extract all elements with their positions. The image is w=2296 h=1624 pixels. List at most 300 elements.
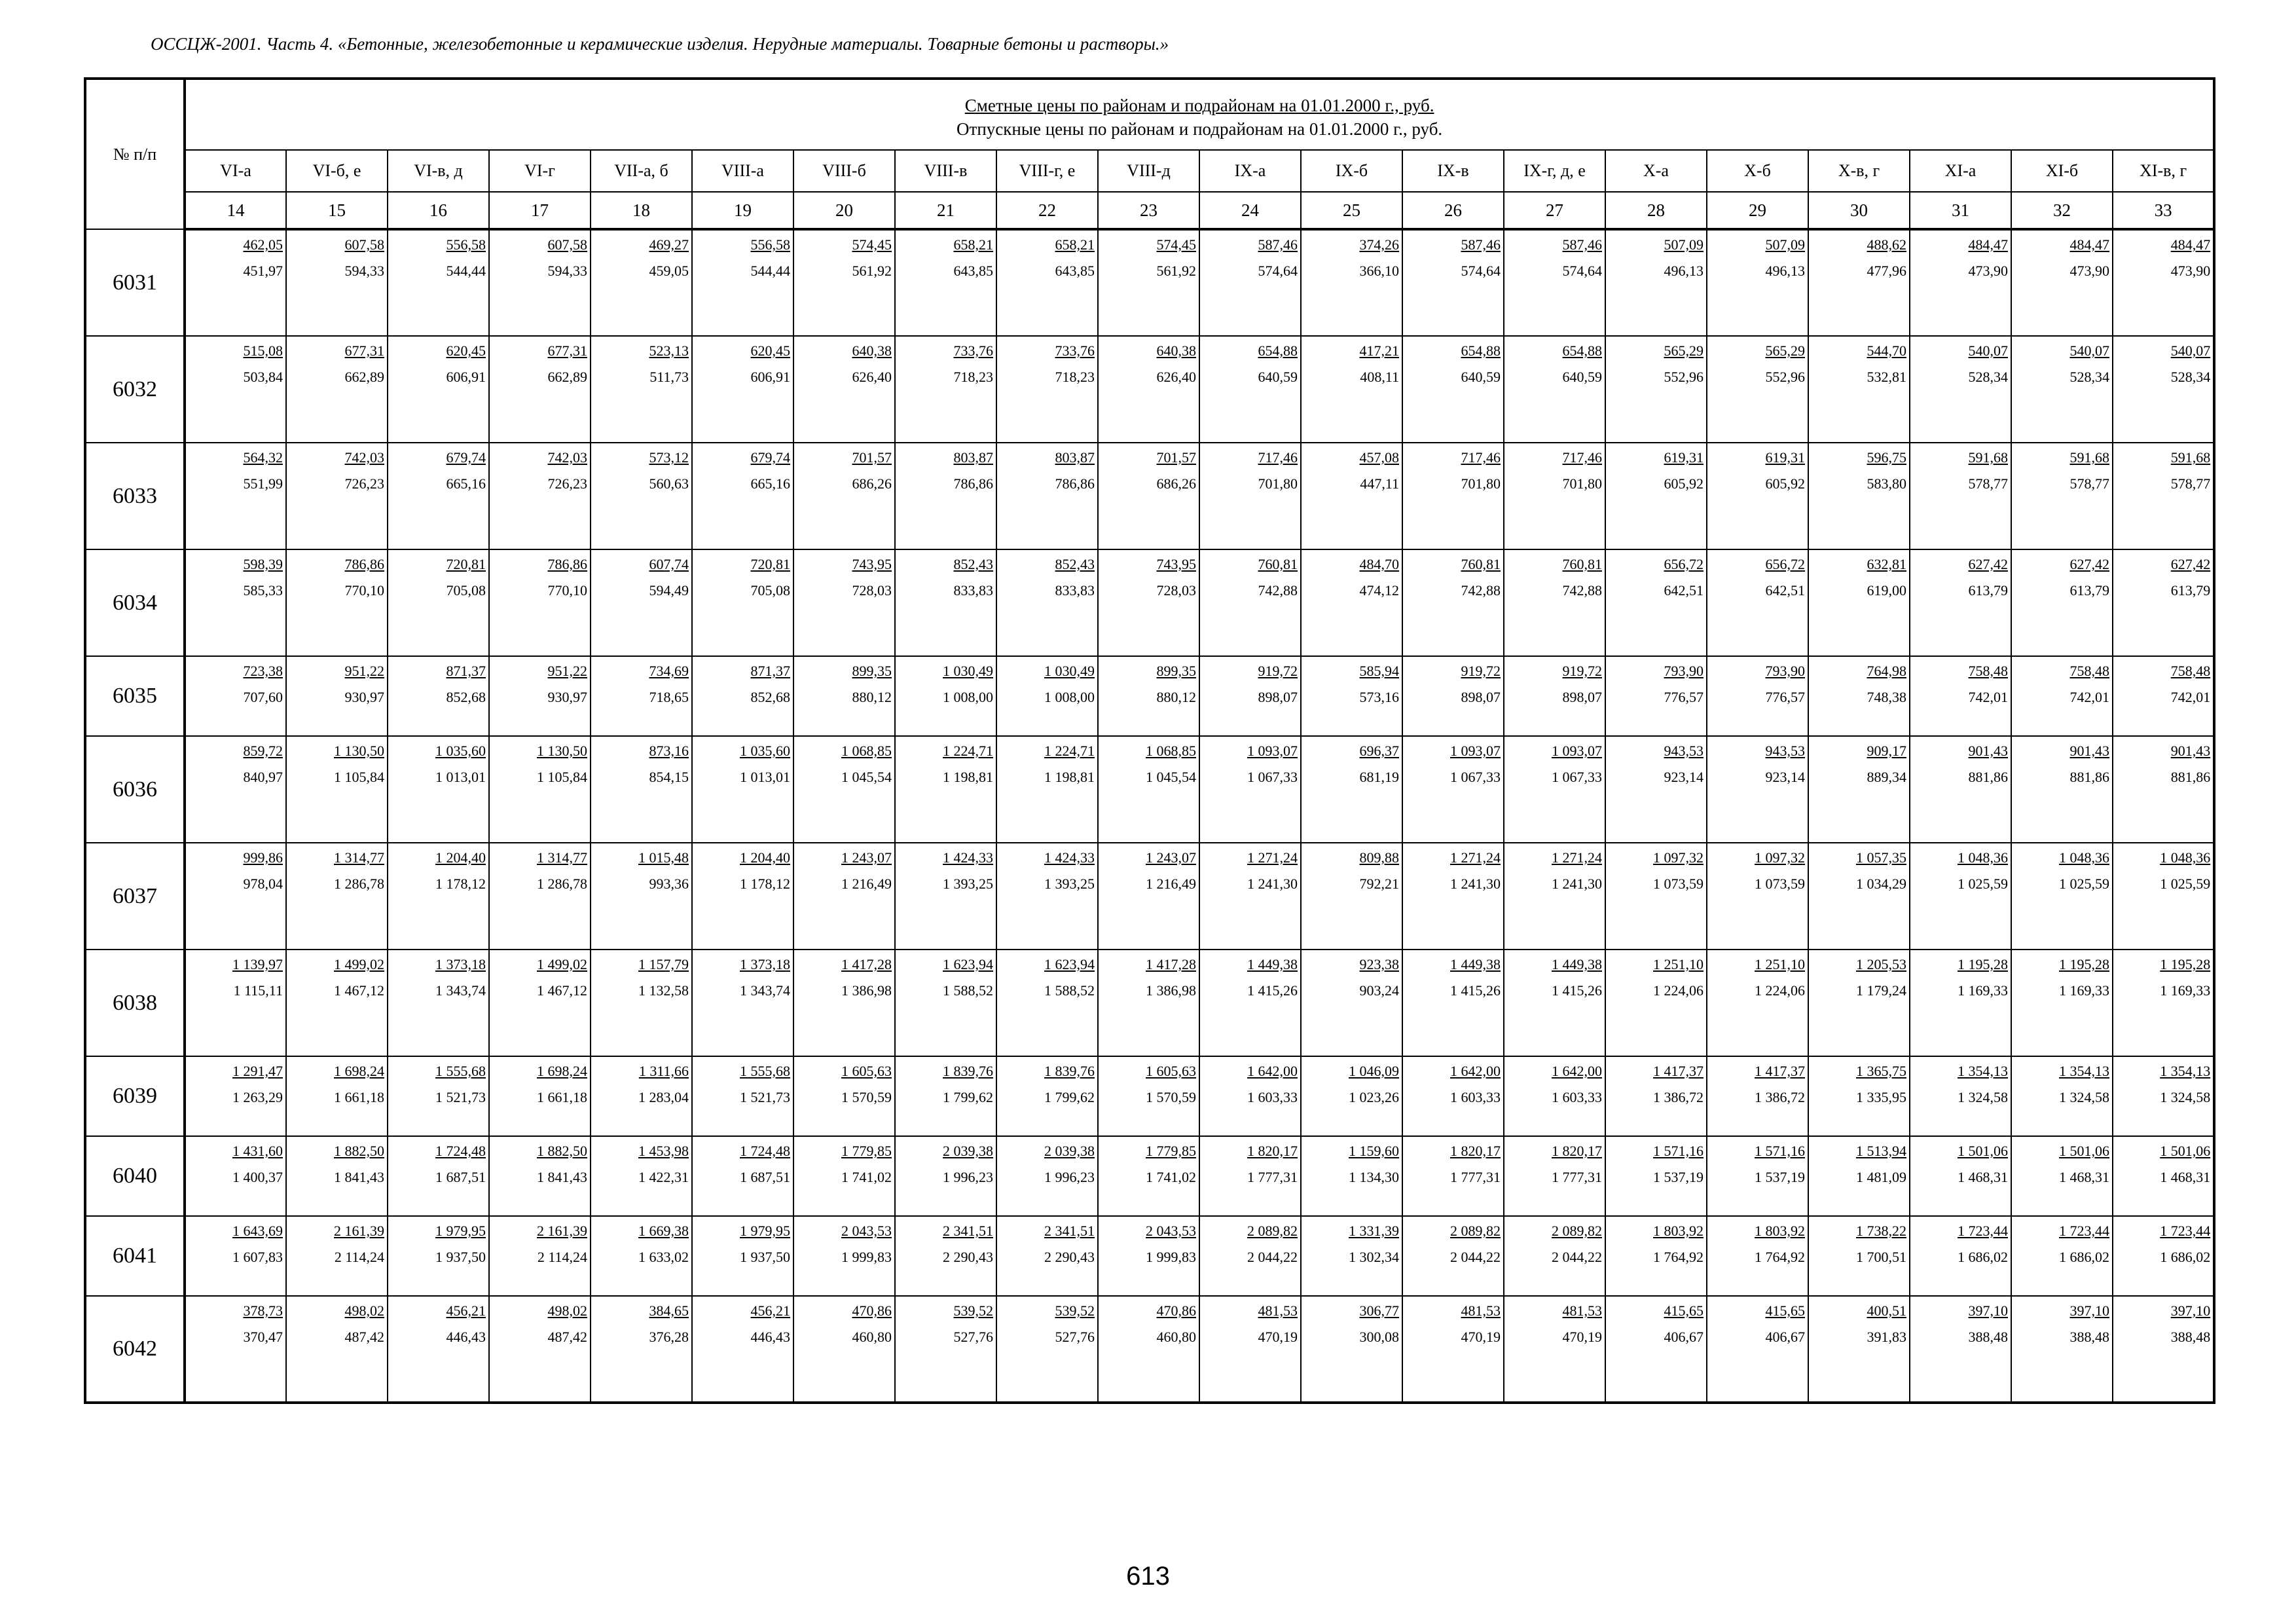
estimate-price: 470,86	[1156, 1302, 1196, 1319]
estimate-price: 1 501,06	[2059, 1143, 2109, 1159]
price-cell	[185, 1296, 286, 1403]
estimate-price: 2 161,39	[537, 1223, 587, 1239]
row-id: 6034	[85, 549, 185, 656]
release-price: 665,16	[446, 475, 486, 492]
table-row	[85, 1216, 2214, 1296]
estimate-price: 717,46	[1258, 449, 1298, 466]
release-price: 527,76	[953, 1329, 993, 1345]
estimate-price: 556,58	[446, 236, 486, 253]
release-price: 1 570,59	[1146, 1089, 1196, 1105]
estimate-price: 587,46	[1562, 236, 1602, 253]
estimate-price: 1 314,77	[537, 849, 587, 866]
release-price: 1 302,34	[1349, 1249, 1399, 1265]
price-cell	[1808, 656, 1910, 736]
estimate-price: 919,72	[1461, 663, 1501, 679]
release-price: 742,01	[2170, 689, 2211, 705]
price-cell	[489, 950, 591, 1056]
release-price: 496,13	[1765, 263, 1805, 279]
release-price: 451,97	[243, 263, 283, 279]
price-cell	[286, 336, 388, 443]
price-cell	[591, 443, 692, 549]
release-price: 728,03	[852, 582, 892, 599]
release-price: 1 996,23	[1044, 1169, 1095, 1185]
price-cell	[1402, 1296, 1504, 1403]
price-cell	[996, 549, 1098, 656]
estimate-price: 2 089,82	[1552, 1223, 1602, 1239]
price-cell	[1910, 549, 2011, 656]
release-price: 707,60	[243, 689, 283, 705]
price-cell	[388, 549, 489, 656]
release-price: 701,80	[1461, 475, 1501, 492]
column-number: 23	[1098, 192, 1199, 229]
price-cell	[1199, 1056, 1301, 1136]
release-price: 1 603,33	[1450, 1089, 1501, 1105]
price-cell	[1504, 1216, 1605, 1296]
estimate-price: 1 555,68	[740, 1063, 790, 1079]
price-cell	[1707, 229, 1808, 336]
price-cell	[1402, 443, 1504, 549]
price-cell	[1199, 736, 1301, 843]
price-cell	[1808, 736, 1910, 843]
price-cell	[895, 843, 996, 950]
column-number: 15	[286, 192, 388, 229]
estimate-price: 484,47	[1968, 236, 2008, 253]
estimate-price: 1 839,76	[1044, 1063, 1095, 1079]
release-price: 626,40	[1156, 369, 1196, 385]
price-cell	[1199, 443, 1301, 549]
price-cell	[1605, 950, 1707, 1056]
release-price: 503,84	[243, 369, 283, 385]
release-price: 1 764,92	[1653, 1249, 1704, 1265]
release-price: 1 025,59	[2059, 876, 2109, 892]
price-cell	[996, 843, 1098, 950]
price-cell	[286, 443, 388, 549]
price-cell	[1301, 656, 1402, 736]
row-id: 6038	[85, 950, 185, 1056]
estimate-price: 1 499,02	[334, 956, 384, 972]
release-price: 552,96	[1765, 369, 1805, 385]
release-price: 370,47	[243, 1329, 283, 1345]
estimate-price: 540,07	[1968, 342, 2008, 359]
price-cell	[793, 549, 895, 656]
estimate-price: 1 354,13	[1958, 1063, 2008, 1079]
row-id: 6041	[85, 1216, 185, 1296]
estimate-price: 585,94	[1359, 663, 1399, 679]
price-cell	[1910, 656, 2011, 736]
estimate-price: 1 224,71	[1044, 743, 1095, 759]
price-cell	[692, 443, 793, 549]
estimate-price: 919,72	[1562, 663, 1602, 679]
estimate-price: 2 043,53	[841, 1223, 892, 1239]
price-cell	[996, 1296, 1098, 1403]
price-cell	[1098, 229, 1199, 336]
release-price: 640,59	[1562, 369, 1602, 385]
estimate-price: 515,08	[243, 342, 283, 359]
estimate-price: 1 431,60	[232, 1143, 283, 1159]
price-cell	[1707, 1136, 1808, 1216]
release-price: 473,90	[1968, 263, 2008, 279]
price-cell	[388, 1296, 489, 1403]
release-price: 1 324,58	[2059, 1089, 2109, 1105]
estimate-price: 658,21	[953, 236, 993, 253]
estimate-price: 539,52	[953, 1302, 993, 1319]
estimate-price: 1 803,92	[1755, 1223, 1805, 1239]
estimate-price: 901,43	[1968, 743, 2008, 759]
estimate-price: 1 417,37	[1755, 1063, 1805, 1079]
estimate-price: 591,68	[2170, 449, 2211, 466]
price-cell	[2011, 736, 2113, 843]
price-cell	[2011, 1056, 2113, 1136]
region-header-row	[85, 150, 2214, 192]
release-price: 898,07	[1258, 689, 1298, 705]
price-cell	[2113, 549, 2214, 656]
region-header: IX-в	[1402, 150, 1504, 192]
column-number: 31	[1910, 192, 2011, 229]
price-cell	[489, 443, 591, 549]
document-header: ОССЦЖ-2001. Часть 4. «Бетонные, железобетонные и керамические изделия. Нерудные материалы. Товарные бетоны и растворы.»	[151, 34, 1169, 54]
estimate-price: 462,05	[243, 236, 283, 253]
price-cell	[1504, 736, 1605, 843]
release-price: 544,44	[750, 263, 790, 279]
release-price: 1 067,33	[1552, 769, 1602, 785]
column-number: 18	[591, 192, 692, 229]
price-cell	[286, 229, 388, 336]
estimate-price: 484,70	[1359, 556, 1399, 572]
estimate-price: 481,53	[1258, 1302, 1298, 1319]
estimate-price: 1 097,32	[1653, 849, 1704, 866]
price-cell	[996, 1216, 1098, 1296]
price-cell	[1605, 549, 1707, 656]
price-cell	[1605, 736, 1707, 843]
price-cell	[185, 736, 286, 843]
release-price: 1 178,12	[740, 876, 790, 892]
region-header: X-а	[1605, 150, 1707, 192]
price-cell	[1301, 1296, 1402, 1403]
column-number: 19	[692, 192, 793, 229]
price-cell	[286, 549, 388, 656]
price-cell	[286, 950, 388, 1056]
estimate-price: 1 882,50	[537, 1143, 587, 1159]
price-cell	[1199, 1136, 1301, 1216]
estimate-price: 919,72	[1258, 663, 1298, 679]
estimate-price: 498,02	[547, 1302, 587, 1319]
estimate-price: 1 048,36	[2059, 849, 2109, 866]
price-cell	[1199, 336, 1301, 443]
column-number: 29	[1707, 192, 1808, 229]
estimate-price: 456,21	[750, 1302, 790, 1319]
price-cell	[1910, 736, 2011, 843]
estimate-price: 923,38	[1359, 956, 1399, 972]
estimate-price: 587,46	[1258, 236, 1298, 253]
estimate-price: 723,38	[243, 663, 283, 679]
estimate-price: 1 195,28	[2160, 956, 2211, 972]
release-price: 1 286,78	[334, 876, 384, 892]
estimate-price: 1 243,07	[841, 849, 892, 866]
price-cell	[1808, 549, 1910, 656]
release-price: 366,10	[1359, 263, 1399, 279]
price-cell	[1402, 736, 1504, 843]
release-price: 833,83	[953, 582, 993, 599]
region-header: X-в, г	[1808, 150, 1910, 192]
price-cell	[591, 549, 692, 656]
estimate-price: 627,42	[2069, 556, 2109, 572]
release-price: 460,80	[1156, 1329, 1196, 1345]
price-cell	[1301, 1056, 1402, 1136]
release-price: 1 570,59	[841, 1089, 892, 1105]
estimate-price: 457,08	[1359, 449, 1399, 466]
price-cell	[489, 549, 591, 656]
estimate-price: 1 738,22	[1856, 1223, 1906, 1239]
price-cell	[692, 336, 793, 443]
release-price: 477,96	[1867, 263, 1906, 279]
release-price: 1 283,04	[638, 1089, 689, 1105]
release-price: 1 178,12	[435, 876, 486, 892]
estimate-price: 415,65	[1664, 1302, 1704, 1319]
price-cell	[1098, 1136, 1199, 1216]
release-price: 978,04	[243, 876, 283, 892]
estimate-price: 523,13	[649, 342, 689, 359]
price-cell	[1605, 1216, 1707, 1296]
estimate-price: 1 365,75	[1856, 1063, 1906, 1079]
price-cell	[591, 736, 692, 843]
price-cell	[1707, 1056, 1808, 1136]
release-price: 1 777,31	[1450, 1169, 1501, 1185]
release-price: 1 067,33	[1247, 769, 1298, 785]
table-row	[85, 336, 2214, 443]
release-price: 881,86	[1968, 769, 2008, 785]
price-cell	[1808, 1216, 1910, 1296]
price-cell	[1402, 1056, 1504, 1136]
price-cell	[1910, 1136, 2011, 1216]
estimate-price: 1 093,07	[1450, 743, 1501, 759]
release-price: 2 044,22	[1450, 1249, 1501, 1265]
estimate-price: 1 048,36	[2160, 849, 2211, 866]
price-cell	[996, 336, 1098, 443]
release-price: 1 008,00	[1044, 689, 1095, 705]
price-cell	[1301, 1216, 1402, 1296]
price-cell	[1098, 656, 1199, 736]
release-price: 889,34	[1867, 769, 1906, 785]
region-header: VIII-д	[1098, 150, 1199, 192]
region-header: VIII-б	[793, 150, 895, 192]
estimate-price: 607,58	[547, 236, 587, 253]
estimate-price: 1 605,63	[841, 1063, 892, 1079]
release-price: 578,77	[2170, 475, 2211, 492]
price-cell	[1098, 1216, 1199, 1296]
price-cell	[1504, 229, 1605, 336]
release-price: 1 686,02	[2059, 1249, 2109, 1265]
estimate-price: 951,22	[344, 663, 384, 679]
price-cell	[692, 549, 793, 656]
release-price: 1 386,72	[1755, 1089, 1805, 1105]
estimate-price: 306,77	[1359, 1302, 1399, 1319]
price-cell	[1402, 229, 1504, 336]
price-cell	[2011, 549, 2113, 656]
price-cell	[895, 336, 996, 443]
release-price: 473,90	[2170, 263, 2211, 279]
row-id: 6036	[85, 736, 185, 843]
estimate-price: 760,81	[1562, 556, 1602, 572]
estimate-price: 758,48	[2170, 663, 2211, 679]
table-row	[85, 229, 2214, 336]
estimate-price: 1 195,28	[1958, 956, 2008, 972]
price-cell	[1504, 443, 1605, 549]
price-cell	[388, 443, 489, 549]
release-price: 1 537,19	[1653, 1169, 1704, 1185]
estimate-price: 1 669,38	[638, 1223, 689, 1239]
price-cell	[2011, 1136, 2113, 1216]
price-cell	[489, 1216, 591, 1296]
release-price: 391,83	[1867, 1329, 1906, 1345]
price-cell	[185, 950, 286, 1056]
estimate-price: 620,45	[750, 342, 790, 359]
release-price: 718,23	[1055, 369, 1095, 385]
estimate-price: 574,45	[852, 236, 892, 253]
price-cell	[895, 950, 996, 1056]
price-cell	[2011, 336, 2113, 443]
estimate-price: 720,81	[446, 556, 486, 572]
release-price: 840,97	[243, 769, 283, 785]
estimate-price: 1 453,98	[638, 1143, 689, 1159]
estimate-price: 852,43	[953, 556, 993, 572]
price-cell	[1605, 656, 1707, 736]
release-price: 552,96	[1664, 369, 1704, 385]
estimate-price: 758,48	[2069, 663, 2109, 679]
estimate-price: 1 373,18	[435, 956, 486, 972]
estimate-price: 627,42	[1968, 556, 2008, 572]
estimate-price: 397,10	[1968, 1302, 2008, 1319]
table-row	[85, 1056, 2214, 1136]
release-price: 2 044,22	[1552, 1249, 1602, 1265]
price-cell	[1605, 843, 1707, 950]
release-price: 833,83	[1055, 582, 1095, 599]
column-number: 20	[793, 192, 895, 229]
estimate-price: 1 555,68	[435, 1063, 486, 1079]
estimate-price: 2 161,39	[334, 1223, 384, 1239]
estimate-price: 943,53	[1664, 743, 1704, 759]
release-price: 1 841,43	[334, 1169, 384, 1185]
estimate-price: 1 204,40	[435, 849, 486, 866]
release-price: 1 324,58	[2160, 1089, 2211, 1105]
table-row	[85, 1296, 2214, 1403]
release-price: 880,12	[852, 689, 892, 705]
price-cell	[591, 1296, 692, 1403]
release-price: 300,08	[1359, 1329, 1399, 1345]
estimate-price: 1 501,06	[1958, 1143, 2008, 1159]
estimate-price: 1 354,13	[2160, 1063, 2211, 1079]
price-cell	[388, 229, 489, 336]
release-price: 1 686,02	[2160, 1249, 2211, 1265]
estimate-price: 607,58	[344, 236, 384, 253]
estimate-price: 544,70	[1867, 342, 1906, 359]
estimate-price: 899,35	[1156, 663, 1196, 679]
estimate-price: 2 039,38	[943, 1143, 993, 1159]
release-price: 1 067,33	[1450, 769, 1501, 785]
release-price: 619,00	[1867, 582, 1906, 599]
release-price: 642,51	[1765, 582, 1805, 599]
estimate-price: 1 779,85	[841, 1143, 892, 1159]
release-price: 613,79	[2170, 582, 2211, 599]
release-price: 728,03	[1156, 582, 1196, 599]
estimate-price: 1 820,17	[1552, 1143, 1602, 1159]
estimate-price: 1 820,17	[1247, 1143, 1298, 1159]
estimate-price: 1 204,40	[740, 849, 790, 866]
estimate-price: 852,43	[1055, 556, 1095, 572]
region-header: IX-б	[1301, 150, 1402, 192]
release-price: 718,65	[649, 689, 689, 705]
release-price: 1 169,33	[1958, 982, 2008, 999]
price-cell	[1808, 950, 1910, 1056]
column-number: 33	[2113, 192, 2214, 229]
estimate-price: 591,68	[2069, 449, 2109, 466]
estimate-price: 1 449,38	[1247, 956, 1298, 972]
price-cell	[1098, 843, 1199, 950]
price-cell	[1098, 1056, 1199, 1136]
estimate-price: 909,17	[1867, 743, 1906, 759]
price-cell	[1504, 1056, 1605, 1136]
price-cell	[996, 1136, 1098, 1216]
release-price: 511,73	[649, 369, 689, 385]
release-price: 528,34	[2069, 369, 2109, 385]
price-cell	[388, 656, 489, 736]
estimate-price: 1 314,77	[334, 849, 384, 866]
table-row	[85, 736, 2214, 843]
release-price: 1 343,74	[435, 982, 486, 999]
release-price: 470,19	[1461, 1329, 1501, 1345]
estimate-price: 1 820,17	[1450, 1143, 1501, 1159]
estimate-price: 654,88	[1258, 342, 1298, 359]
column-number: 16	[388, 192, 489, 229]
release-price: 578,77	[2069, 475, 2109, 492]
estimate-price: 1 015,48	[638, 849, 689, 866]
price-cell	[1301, 736, 1402, 843]
price-cell	[1707, 843, 1808, 950]
release-price: 1 841,43	[537, 1169, 587, 1185]
price-cell	[793, 950, 895, 1056]
price-cell	[2011, 229, 2113, 336]
release-price: 2 290,43	[943, 1249, 993, 1265]
release-price: 1 588,52	[943, 982, 993, 999]
region-header: XI-в, г	[2113, 150, 2214, 192]
estimate-price: 717,46	[1461, 449, 1501, 466]
price-cell	[1808, 443, 1910, 549]
price-cell	[2011, 950, 2113, 1056]
row-id: 6033	[85, 443, 185, 549]
release-price: 406,67	[1664, 1329, 1704, 1345]
estimate-price: 1 623,94	[1044, 956, 1095, 972]
release-price: 1 179,24	[1856, 982, 1906, 999]
release-price: 742,88	[1562, 582, 1602, 599]
row-id: 6032	[85, 336, 185, 443]
price-cell	[692, 950, 793, 1056]
price-cell	[1199, 1296, 1301, 1403]
estimate-price: 1 417,28	[1146, 956, 1196, 972]
estimate-price: 1 130,50	[334, 743, 384, 759]
release-price: 1 603,33	[1552, 1089, 1602, 1105]
column-number-row	[85, 192, 2214, 229]
release-price: 1 537,19	[1755, 1169, 1805, 1185]
estimate-price: 901,43	[2069, 743, 2109, 759]
release-price: 446,43	[750, 1329, 790, 1345]
estimate-price: 720,81	[750, 556, 790, 572]
release-price: 726,23	[344, 475, 384, 492]
region-header: VIII-в	[895, 150, 996, 192]
estimate-price: 1 698,24	[537, 1063, 587, 1079]
release-price: 1 045,54	[841, 769, 892, 785]
release-price: 662,89	[547, 369, 587, 385]
estimate-price: 1 195,28	[2059, 956, 2109, 972]
release-price: 1 045,54	[1146, 769, 1196, 785]
